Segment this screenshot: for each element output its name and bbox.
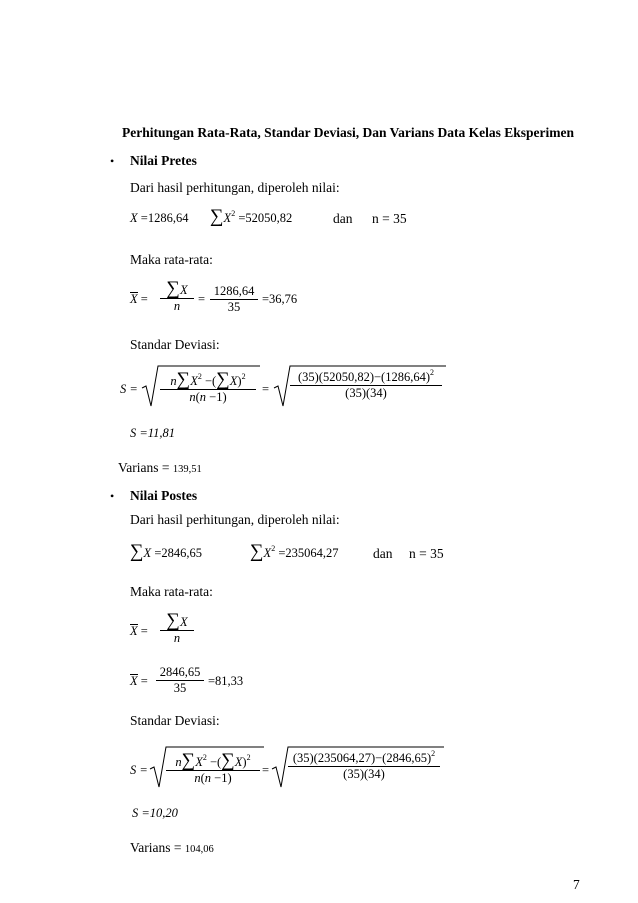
pretes-dan: dan [333,211,353,226]
pretes-variance: Varians = 139,51 [118,460,202,475]
section-title-pretes: Nilai Pretes [130,153,197,168]
postes-mean-label: Maka rata-rata: [130,584,213,599]
postes-given-x: ∑X =2846,65 [130,541,202,562]
postes-variance: Varians = 104,06 [130,840,214,855]
pretes-sd-symbolic-fraction: $\frac{n\sum X^2 -(\sum X)^2}{n(n -1)}$ [160,370,256,405]
postes-mean-lhs-2: X = [130,674,148,688]
pretes-sd-label: Standar Deviasi: [130,337,220,352]
pretes-sd-result: S =11,81 [130,426,176,440]
postes-sd-symbolic-fraction: $\frac{n\sum X^2 -(\sum X)^2}{n(n -1)}$ [166,751,260,786]
pretes-mean-symbolic-fraction: $\frac{\sum X}{n}$ [160,279,194,314]
page-number: 7 [573,877,580,892]
postes-mean-result: =81,33 [208,674,244,688]
pretes-given-x: X =1286,64 [130,211,189,225]
equals-sign: = [262,382,270,396]
pretes-given-x2: $\sum X^2 =52050,82$ [210,206,293,227]
section-title-postes: Nilai Postes [130,488,198,503]
pretes-mean-numeric-fraction: $\frac{1286,64}{35}$ [210,284,258,315]
postes-n: n = 35 [409,546,444,561]
pretes-sd-lhs: S = [120,382,138,396]
pretes-mean-result: =36,76 [262,292,298,306]
pretes-mean-lhs: X = [130,292,148,306]
postes-mean-lhs: X = [130,624,148,638]
postes-dan: dan [373,546,393,561]
postes-sd-lhs: S = [130,763,148,777]
pretes-intro: Dari hasil perhitungan, diperoleh nilai: [130,180,340,195]
postes-given-x2: $\sum X^2 =235064,27$ [250,541,339,562]
postes-sd-numeric-fraction: $\frac{(35)(235064,27)-(2846,65)^2}{(35)(34)}$ [288,751,440,782]
pretes-mean-label: Maka rata-rata: [130,252,213,267]
postes-sd-result: S =10,20 [132,806,178,820]
equals-sign: = [262,763,270,777]
postes-mean-symbolic-fraction: $\frac{\sum X}{n}$ [160,611,194,646]
pretes-n: n = 35 [372,211,407,226]
bullet-icon: • [110,489,115,503]
postes-mean-numeric-fraction: $\frac{2846,65}{35}$ [156,665,204,696]
pretes-sd-numeric-fraction: $\frac{(35)(52050,82)-(1286,64)^2}{(35)(34)}$ [290,370,442,401]
postes-sd-label: Standar Deviasi: [130,713,220,728]
postes-intro: Dari hasil perhitungan, diperoleh nilai: [130,512,340,527]
page-heading: Perhitungan Rata-Rata, Standar Deviasi, Dan Varians Data Kelas Eksperimen [122,125,575,140]
equals-sign: = [198,292,206,306]
bullet-icon: • [110,154,115,168]
